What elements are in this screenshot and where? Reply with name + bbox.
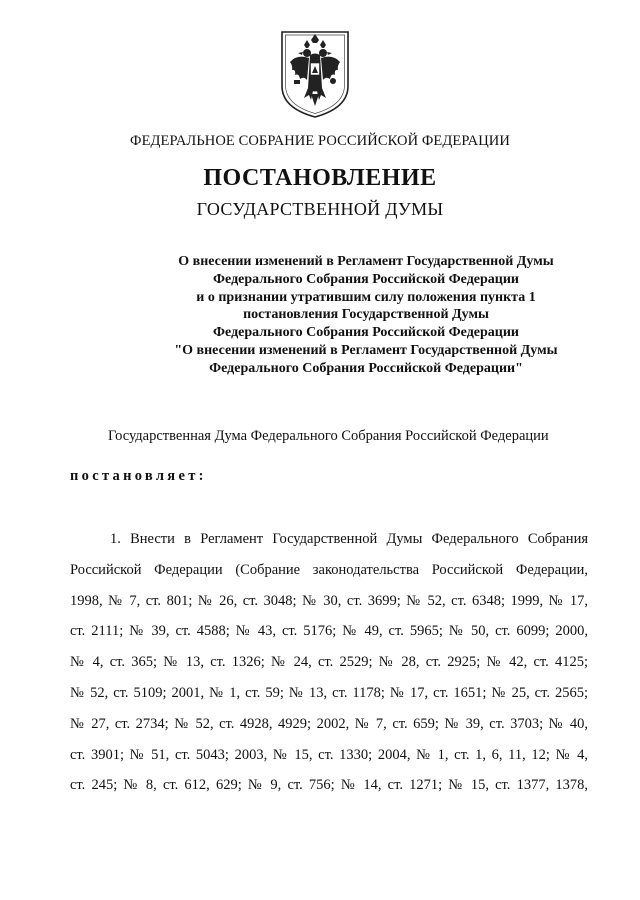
subject-line: и о признании утратившим силу положения пункта 1 xyxy=(196,289,536,305)
document-body xyxy=(70,529,588,806)
subject-line: Федерального Собрания Российской Федерации" xyxy=(209,360,523,376)
body-line: ст. 2111; № 39, ст. 4588; № 43, ст. 5176; № 49, ст. 5965; № 50, ст. 6099; 2000, xyxy=(70,623,588,640)
document-type: ПОСТАНОВЛЕНИЕ xyxy=(203,165,437,191)
document-issuer: ГОСУДАРСТВЕННОЙ ДУМЫ xyxy=(196,199,444,219)
subject-line: "О внесении изменений в Регламент Государственной Думы xyxy=(174,342,558,358)
preamble: Государственная Дума Федерального Собрания Российской Федерации xyxy=(108,428,549,444)
body-line: № 4, ст. 365; № 13, ст. 1326; № 24, ст. 2529; № 28, ст. 2925; № 42, ст. 4125; xyxy=(70,654,588,671)
body-line: Российской Федерации (Собрание законодательства Российской Федерации, xyxy=(70,561,588,578)
body-line: № 52, ст. 5109; 2001, № 1, ст. 59; № 13, ст. 1178; № 17, ст. 1651; № 25, ст. 2565; xyxy=(70,684,588,701)
decree-word: постановляет: xyxy=(70,468,207,484)
organization-name: ФЕДЕРАЛЬНОЕ СОБРАНИЕ РОССИЙСКОЙ ФЕДЕРАЦИИ xyxy=(130,133,510,149)
coat-of-arms-icon xyxy=(277,28,353,120)
body-line: 1998, № 7, ст. 801; № 26, ст. 3048; № 30, ст. 3699; № 52, ст. 6348; 1999, № 17, xyxy=(70,592,588,609)
body-line: ст. 3901; № 51, ст. 5043; 2003, № 15, ст. 1330; 2004, № 1, ст. 1, 6, 11, 12; № 4, xyxy=(70,746,588,763)
document-subject xyxy=(128,253,604,378)
body-line: № 27, ст. 2734; № 52, ст. 4928, 4929; 2002, № 7, ст. 659; № 39, ст. 3703; № 40, xyxy=(70,715,588,732)
body-line: 1. Внести в Регламент Государственной Думы Федерального Собрания xyxy=(110,531,588,547)
subject-line: постановления Государственной Думы xyxy=(243,307,489,323)
body-line: ст. 245; № 8, ст. 612, 629; № 9, ст. 756; № 14, ст. 1271; № 15, ст. 1377, 1378, xyxy=(70,777,588,794)
subject-line: Федерального Собрания Российской Федерации xyxy=(213,271,519,287)
subject-line: Федерального Собрания Российской Федерации xyxy=(213,325,519,341)
subject-line: О внесении изменений в Регламент Государственной Думы xyxy=(178,254,554,269)
